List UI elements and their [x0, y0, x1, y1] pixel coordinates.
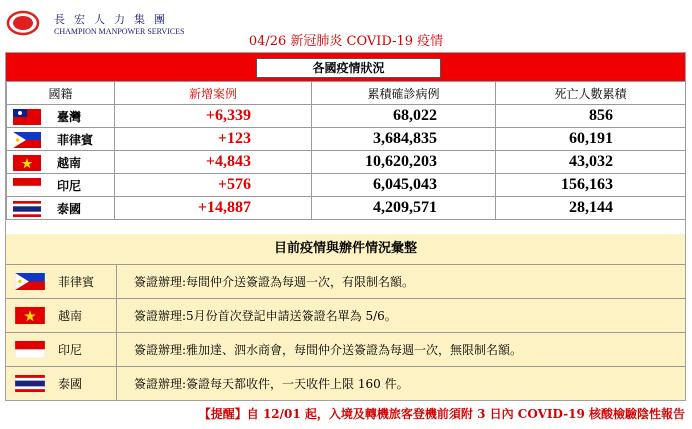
note-country-cell [6, 299, 117, 332]
new-cases-value: +6,339 [115, 105, 312, 128]
deaths-value: 856 [496, 105, 686, 128]
cumulative-value: 10,620,203 [312, 151, 496, 174]
note-country-name: 印尼 [58, 343, 83, 357]
thailand-flag-icon [13, 201, 41, 217]
company-name-en: CHAMPION MANPOWER SERVICES [54, 27, 185, 36]
cumulative-value: 4,209,571 [312, 197, 496, 220]
deaths-value: 156,163 [496, 174, 686, 197]
table-row [7, 151, 686, 174]
vietnam-flag-icon [13, 155, 41, 171]
header-cumulative: 累積確診病例 [312, 82, 496, 105]
table-row [7, 105, 686, 128]
note-country-name: 越南 [58, 309, 83, 323]
note-row [6, 367, 685, 400]
country-name: 印尼 [57, 179, 82, 193]
note-country-cell [6, 333, 117, 366]
note-text: 簽證辦理:5月份首次登記申請送簽證名單為 5/6。 [134, 309, 397, 323]
covid-stats-table [6, 81, 686, 220]
header-deaths: 死亡人數累積 [496, 82, 686, 105]
deaths-value: 60,191 [496, 128, 686, 151]
deaths-value: 28,144 [496, 197, 686, 220]
indonesia-flag-icon [14, 341, 46, 358]
visa-notes-section [6, 234, 685, 400]
cumulative-value: 68,022 [312, 105, 496, 128]
note-text: 簽證辦理:簽證每天都收件，一天收件上限 160 件。 [134, 377, 409, 391]
country-cell [7, 151, 115, 174]
notes-title: 目前疫情與辦件情況彙整 [6, 234, 685, 265]
company-name-cn: 長宏人力集團 [54, 13, 174, 26]
note-country-cell [6, 367, 117, 400]
note-row [6, 333, 685, 367]
section-header-bar [6, 53, 685, 81]
new-cases-value: +4,843 [115, 151, 312, 174]
country-name: 臺灣 [57, 110, 82, 124]
thailand-flag-icon [14, 375, 46, 392]
deaths-value: 43,032 [496, 151, 686, 174]
header-country: 國籍 [7, 82, 115, 105]
country-name: 泰國 [57, 202, 82, 216]
taiwan-flag-icon [13, 109, 41, 125]
table-header-row [7, 82, 686, 105]
cumulative-value: 6,045,043 [312, 174, 496, 197]
table-row [7, 128, 686, 151]
note-row [6, 265, 685, 299]
philippines-flag-icon [14, 273, 46, 290]
country-name: 菲律賓 [57, 133, 94, 147]
footer-reminder: 【提醒】自 12/01 起，入境及轉機旅客登機前須附 3 日內 COVID-19 核酸檢驗陰性報告 [198, 407, 685, 421]
indonesia-flag-icon [13, 178, 41, 194]
note-country-cell [6, 265, 117, 298]
page-title: 04/26 新冠肺炎 COVID-19 疫情 [248, 34, 444, 49]
note-text: 簽證辦理:雅加達、泗水商會，每間仲介送簽證為每週一次，無限制名額。 [134, 343, 523, 357]
country-name: 越南 [57, 156, 82, 170]
section-title: 各國疫情狀況 [256, 58, 441, 78]
header-new-cases: 新增案例 [115, 82, 312, 105]
philippines-flag-icon [13, 132, 41, 148]
country-cell [7, 105, 115, 128]
report-frame [5, 52, 686, 401]
country-cell [7, 174, 115, 197]
note-country-name: 泰國 [58, 377, 83, 391]
new-cases-value: +123 [115, 128, 312, 151]
note-row [6, 299, 685, 333]
country-cell [7, 128, 115, 151]
note-text: 簽證辦理:每間仲介送簽證為每週一次，有限制名額。 [134, 275, 415, 289]
country-cell [7, 197, 115, 220]
cumulative-value: 3,684,835 [312, 128, 496, 151]
table-row [7, 174, 686, 197]
table-row [7, 197, 686, 220]
note-country-name: 菲律賓 [58, 275, 95, 289]
vietnam-flag-icon [14, 307, 46, 324]
new-cases-value: +576 [115, 174, 312, 197]
new-cases-value: +14,887 [115, 197, 312, 220]
